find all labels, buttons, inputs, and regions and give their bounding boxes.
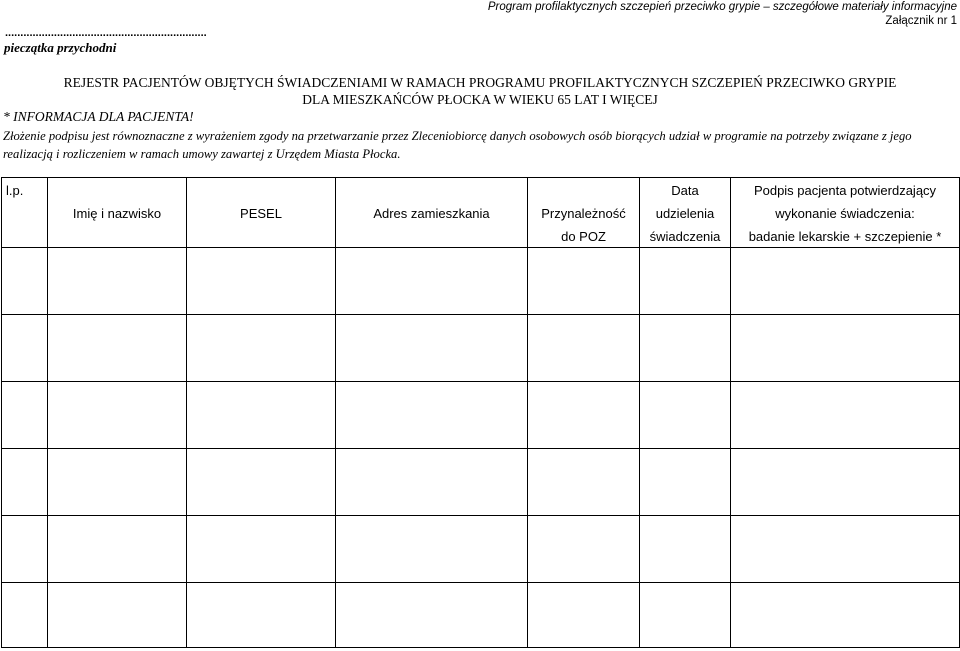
table-row — [2, 449, 960, 516]
cell-date[interactable] — [640, 248, 731, 315]
cell-lp[interactable] — [2, 449, 48, 516]
cell-lp[interactable] — [2, 382, 48, 449]
col-signature-label-2: wykonanie świadczenia: — [775, 206, 915, 221]
document-title — [0, 74, 960, 108]
cell-date[interactable] — [640, 516, 731, 583]
cell-address[interactable] — [336, 516, 528, 583]
cell-address[interactable] — [336, 583, 528, 648]
cell-date[interactable] — [640, 449, 731, 516]
cell-lp[interactable] — [2, 516, 48, 583]
cell-name[interactable] — [48, 449, 187, 516]
col-name-label: Imię i nazwisko — [72, 206, 162, 221]
col-signature — [731, 178, 960, 248]
cell-name[interactable] — [48, 583, 187, 648]
attachment-number: Załącznik nr 1 — [885, 15, 957, 27]
stamp-label: pieczątka przychodni — [4, 40, 117, 55]
table-row — [2, 516, 960, 583]
cell-name[interactable] — [48, 382, 187, 449]
cell-signature[interactable] — [731, 516, 960, 583]
cell-date[interactable] — [640, 315, 731, 382]
info-heading: * INFORMACJA DLA PACJENTA! — [3, 109, 194, 124]
cell-signature[interactable] — [731, 315, 960, 382]
col-signature-label-3: badanie lekarskie + szczepienie * — [748, 229, 942, 244]
col-poz — [528, 178, 640, 248]
col-date-label-3: świadczenia — [649, 229, 721, 244]
cell-date[interactable] — [640, 382, 731, 449]
cell-address[interactable] — [336, 248, 528, 315]
col-date-label-1: Data — [671, 183, 699, 198]
patient-register-table — [1, 177, 960, 648]
cell-address[interactable] — [336, 449, 528, 516]
cell-signature[interactable] — [731, 583, 960, 648]
cell-poz[interactable] — [528, 449, 640, 516]
cell-lp[interactable] — [2, 315, 48, 382]
table-row — [2, 315, 960, 382]
cell-name[interactable] — [48, 516, 187, 583]
cell-poz[interactable] — [528, 516, 640, 583]
cell-date[interactable] — [640, 583, 731, 648]
col-date-label-2: udzielenia — [655, 206, 715, 221]
cell-pesel[interactable] — [187, 382, 336, 449]
info-text: Złożenie podpisu jest równoznaczne z wyrażeniem zgody na przetwarzanie przez Zleceniobiorcę danych osobowych osób biorących udział w programie na potrzeby związane z jego realizacją i rozliczeniem w ramach umowy zawartej z Urzędem Miasta Płocka. — [3, 129, 912, 161]
cell-signature[interactable] — [731, 449, 960, 516]
table-row — [2, 382, 960, 449]
program-title: Program profilaktycznych szczepień przeciwko grypie – szczegółowe materiały informacyjne — [487, 1, 957, 13]
col-lp-label: l.p. — [6, 183, 24, 198]
col-signature-label-1: Podpis pacjenta potwierdzający — [753, 183, 937, 198]
table-header-row — [2, 178, 960, 248]
page-header — [488, 0, 957, 28]
cell-pesel[interactable] — [187, 516, 336, 583]
cell-signature[interactable] — [731, 248, 960, 315]
col-name — [48, 178, 187, 248]
cell-lp[interactable] — [2, 248, 48, 315]
cell-poz[interactable] — [528, 583, 640, 648]
cell-name[interactable] — [48, 315, 187, 382]
cell-lp[interactable] — [2, 583, 48, 648]
title-line-1: REJESTR PACJENTÓW OBJĘTYCH ŚWIADCZENIAMI W RAMACH PROGRAMU PROFILAKTYCZNYCH SZCZEPIEŃ PRZECIWKO GRYPIE — [63, 75, 897, 90]
col-pesel-label: PESEL — [240, 206, 282, 221]
cell-pesel[interactable] — [187, 583, 336, 648]
table-row — [2, 248, 960, 315]
col-poz-label-2: do POZ — [561, 229, 606, 244]
col-address — [336, 178, 528, 248]
table-row — [2, 583, 960, 648]
cell-name[interactable] — [48, 248, 187, 315]
cell-pesel[interactable] — [187, 315, 336, 382]
stamp-dotted-line: .................................................................. — [5, 27, 207, 39]
col-poz-label-1: Przynależność — [541, 206, 626, 221]
cell-poz[interactable] — [528, 248, 640, 315]
col-lp — [2, 178, 48, 248]
col-pesel — [187, 178, 336, 248]
title-line-2: DLA MIESZKAŃCÓW PŁOCKA W WIEKU 65 LAT I WIĘCEJ — [302, 92, 658, 107]
cell-signature[interactable] — [731, 382, 960, 449]
cell-poz[interactable] — [528, 315, 640, 382]
cell-address[interactable] — [336, 382, 528, 449]
cell-address[interactable] — [336, 315, 528, 382]
cell-pesel[interactable] — [187, 449, 336, 516]
col-address-label: Adres zamieszkania — [373, 206, 490, 221]
col-date — [640, 178, 731, 248]
cell-pesel[interactable] — [187, 248, 336, 315]
cell-poz[interactable] — [528, 382, 640, 449]
